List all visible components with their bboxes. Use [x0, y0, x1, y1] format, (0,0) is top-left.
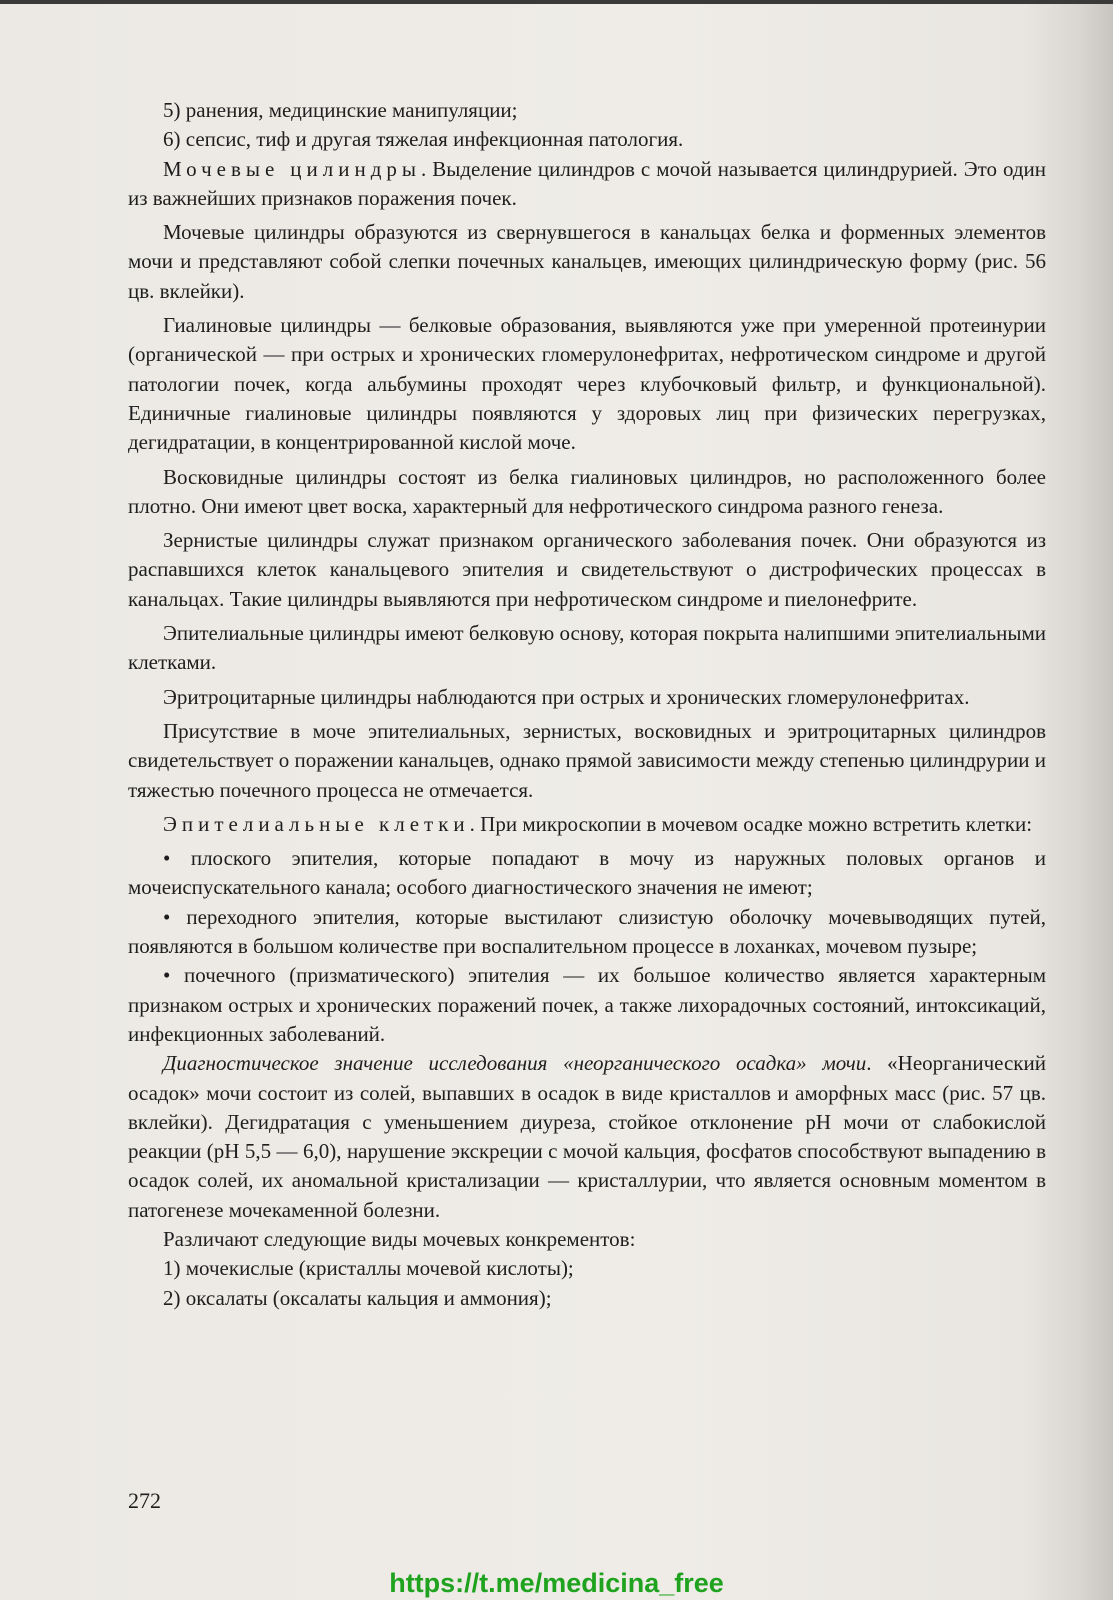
- list-item: • почечного (призматического) эпителия — их большое количество является характерным признаком острых и хронических поражений почек, а также лихорадочных состояний, интоксикаций, инфекционных заболеваний.: [128, 963, 1046, 1046]
- paragraph-text: . При микроскопии в мочевом осадке можно встретить клетки:: [469, 811, 1033, 836]
- paragraph: Эпителиальные цилиндры имеют белковую основу, которая покрыта налипшими эпителиальными клетками.: [128, 621, 1046, 675]
- paragraph: [128, 155, 1046, 214]
- paragraph: Зернистые цилиндры служат признаком органического заболевания почек. Они образуются из распавшихся клеток канальцевого эпителия и свидетельствуют о дистрофических процессах в канальцах. Такие цилиндры выявляются при нефротическом синдроме и пиелонефрите.: [128, 528, 1046, 611]
- section-heading: Эпителиальные клетки: [163, 811, 470, 836]
- paragraph: Присутствие в моче эпителиальных, зернистых, восковидных и эритроцитарных цилиндров свидетельствует о поражении канальцев, однако прямой зависимости между степенью цилиндрурии и тяжестью почечного процесса не отмечается.: [128, 718, 1046, 802]
- paragraph: Восковидные цилиндры состоят из белка гиалиновых цилиндров, но расположенного более плотно. Они имеют цвет воска, характерный для нефротического синдрома разного генеза.: [128, 464, 1046, 518]
- paragraph: Гиалиновые цилиндры — белковые образования, выявляются уже при умеренной протеинурии (органической — при острых и хронических гломерулонефритах, нефротическом синдроме и другой патологии почек, когда альбумины проходят через клубочковый фильтр, и функциональной). Единичные гиалиновые цилиндры появляются у здоровых лиц при физических перегрузках, дегидратации, в концентрированной кислой моче.: [128, 313, 1046, 455]
- paragraph: 6) сепсис, тиф и другая тяжелая инфекционная патология.: [163, 127, 684, 152]
- page-body: [128, 96, 1046, 1313]
- footer-link[interactable]: https://t.me/medicina_free: [389, 1568, 724, 1598]
- paragraph-text: . «Неорганический осадок» мочи состоит из солей, выпавших в осадок в виде кристаллов и аморфных масс (рис. 57 цв. вклейки). Дегидратация с уменьшением диуреза, стойкое отклонение рН мочи от слабокислой реакции (рН 5,5 — 6,0), нарушение экскреции с мочой кальция, фосфатов способствуют выпадению в осадок солей, их аномальной кристализации — кристаллурии, что является основным моментом в патогенезе мочекаменной болезни.: [128, 1051, 1046, 1222]
- italic-heading: Диагностическое значение исследования «неорганического осадка» мочи: [163, 1051, 867, 1076]
- paragraph: [128, 1049, 1046, 1225]
- paragraph: Различают следующие виды мочевых конкрементов:: [163, 1226, 636, 1251]
- paragraph: [128, 810, 1046, 839]
- list-item: 2) оксалаты (оксалаты кальция и аммония);: [163, 1285, 552, 1310]
- section-heading: Мочевые цилиндры: [163, 156, 422, 181]
- list-item: • переходного эпителия, которые выстилают слизистую оболочку мочевыводящих путей, появляются в большом количестве при воспалительном процессе в лоханках, мочевом пузыре;: [128, 904, 1046, 959]
- paragraph-text: . Выделение цилиндров с мочой называется цилиндрурией. Это один из важнейших признаков поражения почек.: [128, 156, 1047, 210]
- list-item: 1) мочекислые (кристаллы мочевой кислоты);: [163, 1256, 574, 1281]
- page-number: 272: [128, 1488, 161, 1513]
- paragraph: 5) ранения, медицинские манипуляции;: [163, 98, 518, 122]
- list-item: • плоского эпителия, которые попадают в мочу из наружных половых органов и мочеиспускательного канала; особого диагностического значения не имеют;: [128, 846, 1046, 900]
- paragraph: Мочевые цилиндры образуются из свернувшегося в канальцах белка и форменных элементов мочи и представляют собой слепки почечных канальцев, имеющих цилиндрическую форму (рис. 56 цв. вклейки).: [128, 220, 1046, 303]
- paragraph: Эритроцитарные цилиндры наблюдаются при острых и хронических гломерулонефритах.: [163, 684, 970, 709]
- top-edge: [0, 0, 1113, 4]
